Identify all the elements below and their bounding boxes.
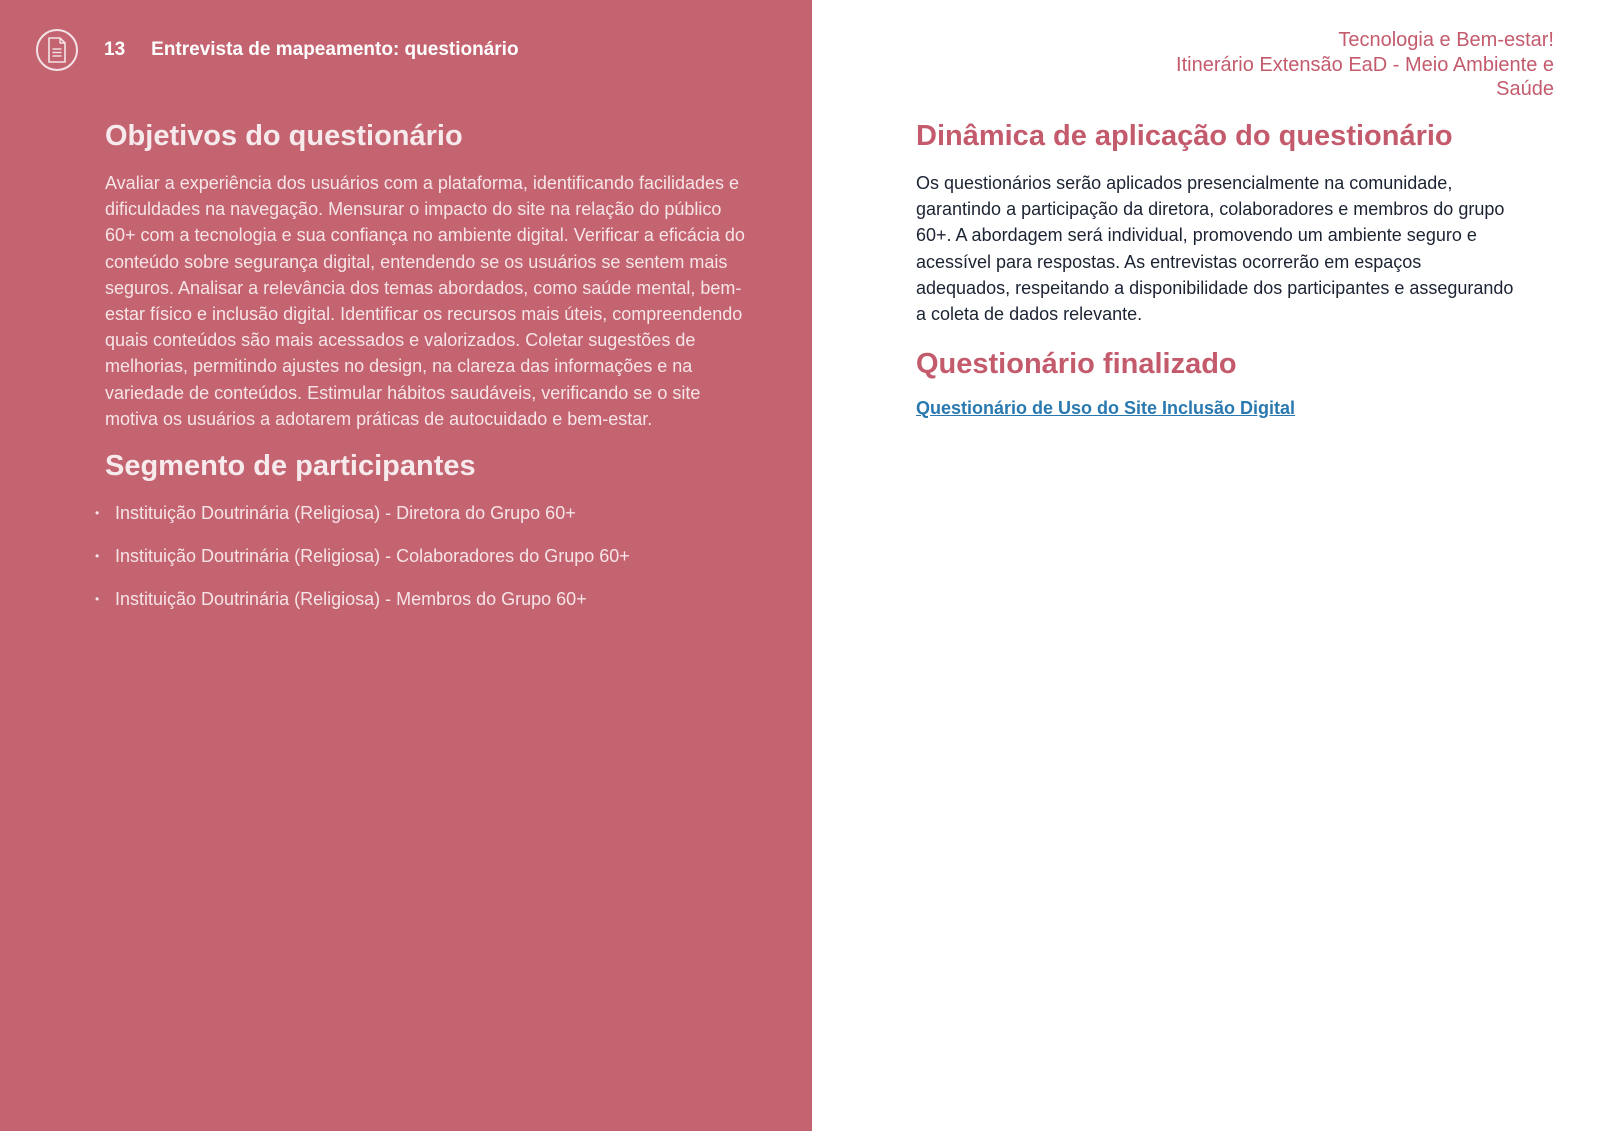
bullet-icon: • [95, 549, 100, 564]
list-item [95, 543, 745, 569]
segment-list [95, 500, 745, 612]
title-line: Itinerário Extensão EaD - Meio Ambiente e [1176, 53, 1554, 76]
document-icon [36, 29, 78, 71]
title-line: Tecnologia e Bem-estar! [1338, 29, 1554, 51]
left-content [95, 118, 755, 629]
list-item [95, 500, 745, 526]
objectives-paragraph: Avaliar a experiência dos usuários com a plataforma, identificando facilidades e dificuldades na navegação. Mensurar o impacto do site na relação do público 60+ com a tecnologia e sua confiança no ambiente digital. Verificar a eficácia do conteúdo sobre segurança digital, entendendo se os usuários se sentem mais seguros. Analisar a relevância dos temas abordados, como saúde mental, bem-estar físico e inclusão digital. Identificar os recursos mais úteis, compreendendo quais conteúdos são mais acessados e valorizados. Coletar sugestões de melhorias, permitindo ajustes no design, na clareza das informações e na variedade de conteúdos. Estimular hábitos saudáveis, verificando se o site motiva os usuários a adotarem práticas de autocuidado e bem-estar. [105, 173, 745, 429]
dynamics-paragraph: Os questionários serão aplicados presencialmente na comunidade, garantindo a participação da diretora, colaboradores e membros do grupo 60+. A abordagem será individual, promovendo um ambiente seguro e acessível para respostas. As entrevistas ocorrerão em espaços adequados, respeitando a disponibilidade dos participantes e assegurando a coleta de dados relevante. [916, 173, 1514, 325]
title-line: Saúde [1496, 78, 1554, 100]
right-content [916, 118, 1516, 419]
list-item-text: Instituição Doutrinária (Religiosa) - Colaboradores do Grupo 60+ [115, 546, 630, 567]
segment-heading: Segmento de participantes [105, 450, 476, 483]
list-item-text: Instituição Doutrinária (Religiosa) - Membros do Grupo 60+ [115, 589, 587, 610]
bullet-icon: • [95, 592, 100, 607]
document-icon-glyph [47, 37, 67, 63]
page-header [36, 29, 519, 71]
document-title-block [1124, 28, 1554, 102]
objectives-heading: Objetivos do questionário [105, 120, 463, 152]
bullet-icon: • [95, 506, 100, 521]
section-title: Entrevista de mapeamento: questionário [151, 39, 519, 60]
questionnaire-link[interactable]: Questionário de Uso do Site Inclusão Digital [916, 398, 1296, 419]
page-number: 13 [104, 39, 126, 60]
finalized-heading: Questionário finalizado [916, 348, 1237, 381]
dynamics-heading: Dinâmica de aplicação do questionário [916, 120, 1453, 152]
list-item [95, 586, 745, 612]
list-item-text: Instituição Doutrinária (Religiosa) - Diretora do Grupo 60+ [115, 503, 576, 524]
